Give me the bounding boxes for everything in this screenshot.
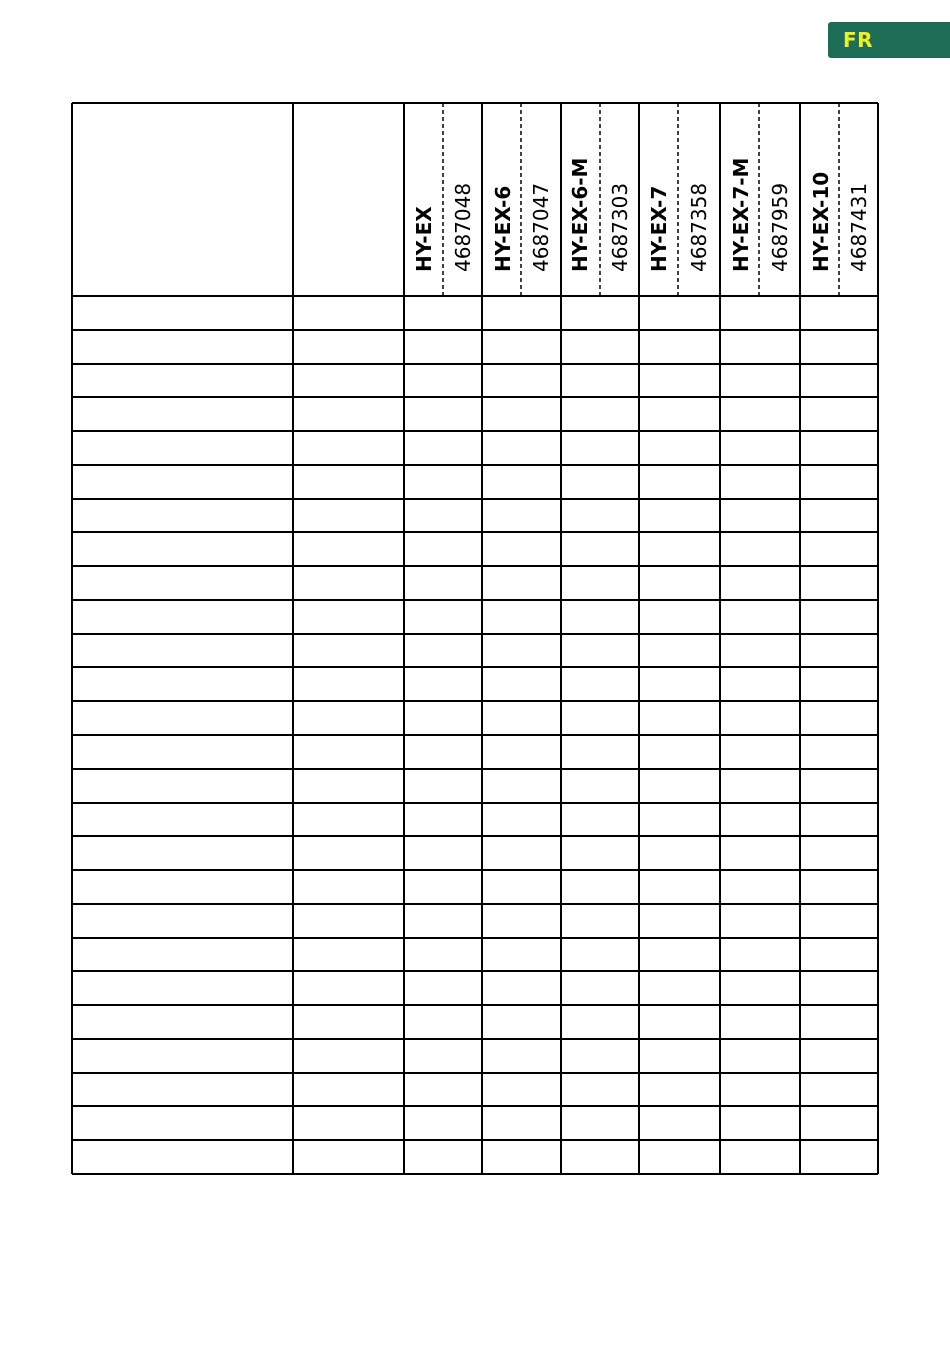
language-badge: FR: [828, 22, 950, 58]
column-reference-number: 4687431: [847, 182, 871, 272]
column-model-label: HY-EX-6-M: [568, 157, 592, 272]
column-reference-number: 4687047: [529, 182, 553, 272]
column-model-label: HY-EX-7: [647, 185, 671, 272]
column-reference-number: 4687959: [768, 182, 792, 272]
table-header: [412, 158, 871, 272]
column-reference-number: 4687303: [608, 182, 632, 272]
column-reference-number: 4687358: [687, 182, 711, 272]
column-model-label: HY-EX-10: [809, 171, 833, 272]
column-model-label: HY-EX-6: [491, 185, 515, 272]
column-model-label: HY-EX: [412, 206, 436, 272]
table-grid: [72, 103, 878, 1174]
column-model-label: HY-EX-7-M: [729, 157, 753, 272]
column-reference-number: 4687048: [451, 182, 475, 272]
